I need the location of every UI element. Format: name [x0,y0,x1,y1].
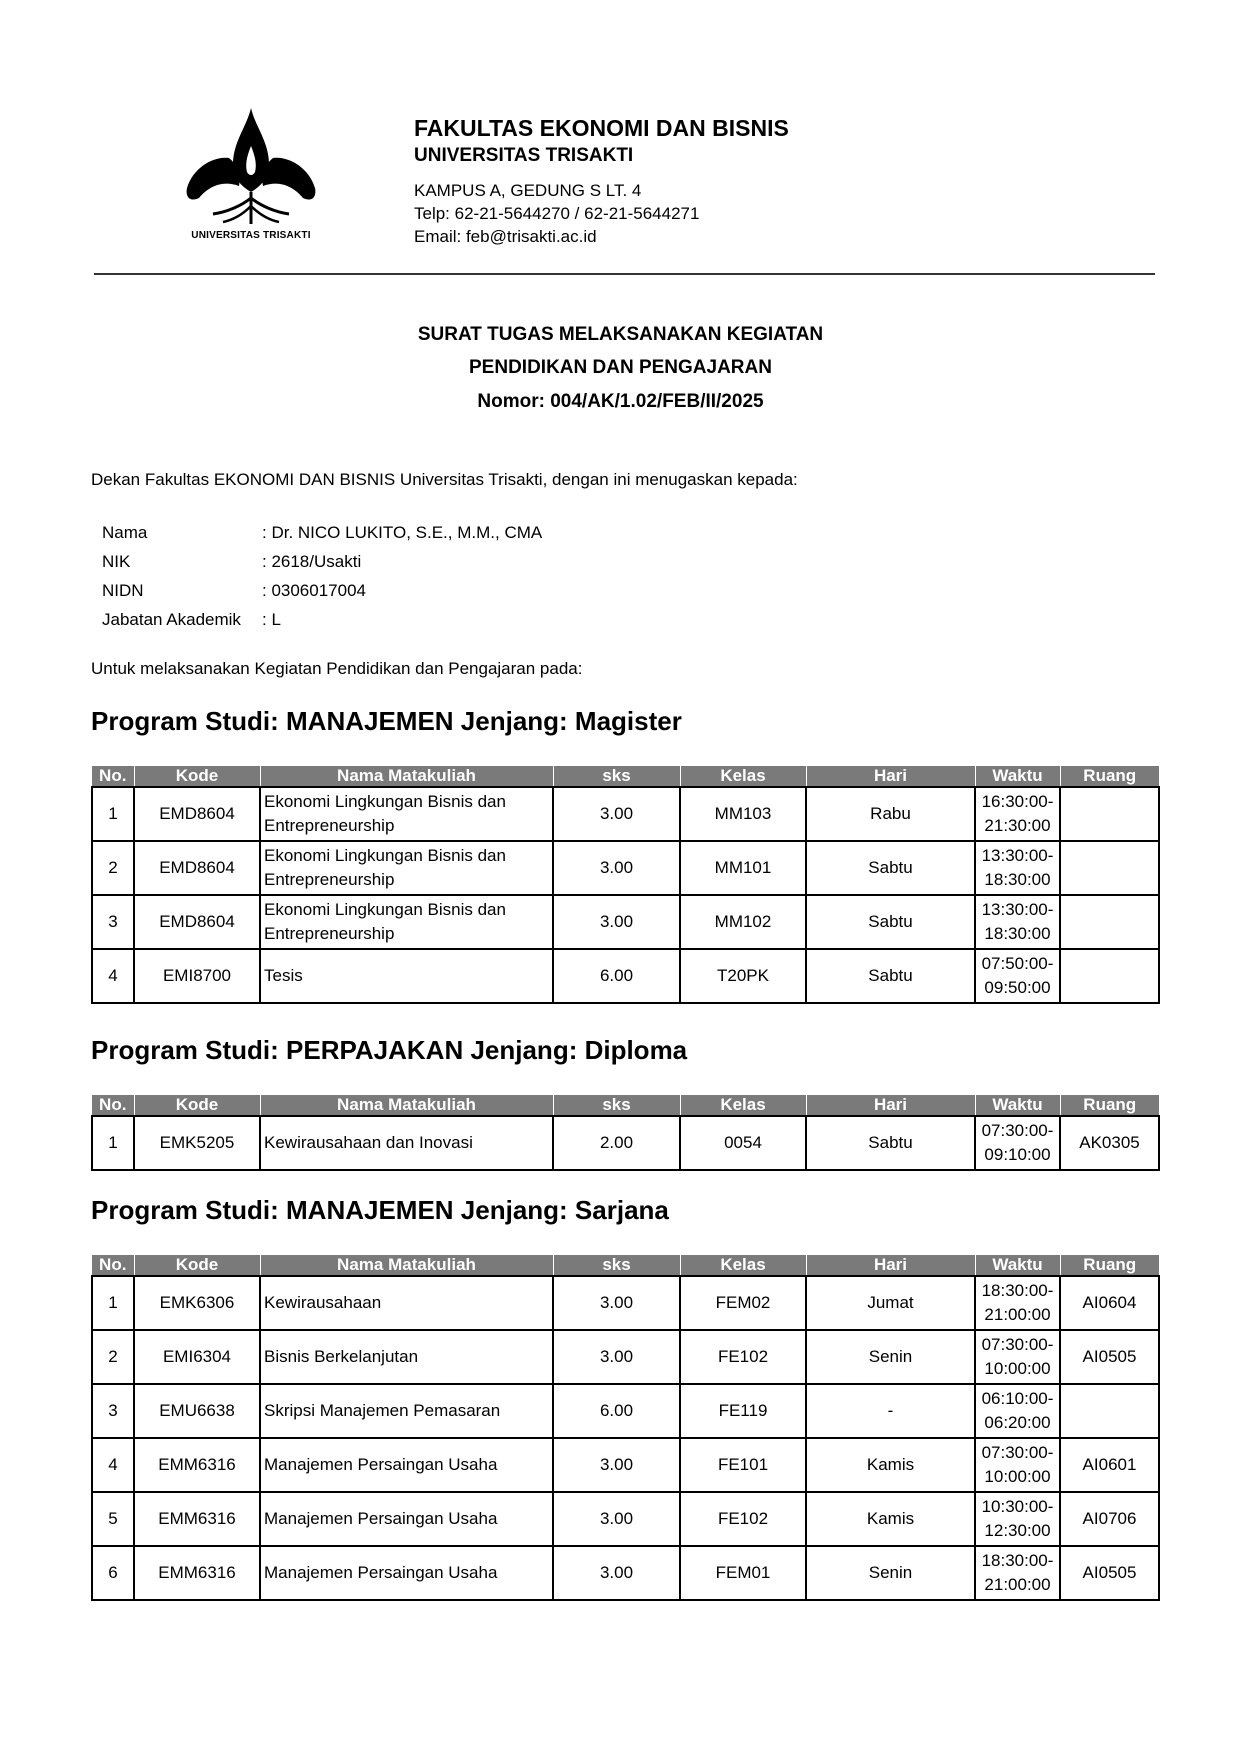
header-divider [94,273,1155,275]
column-header: Waktu [975,1255,1060,1276]
class-code: FE102 [680,1492,806,1546]
course-code: EMK5205 [134,1116,260,1170]
class-code: FEM01 [680,1546,806,1600]
time: 10:30:00-12:30:00 [975,1492,1060,1546]
row-number: 3 [92,1384,134,1438]
class-code: FE101 [680,1438,806,1492]
class-code: T20PK [680,949,806,1003]
column-header: Kelas [680,766,806,787]
time: 13:30:00-18:30:00 [975,895,1060,949]
room [1060,1384,1159,1438]
row-number: 6 [92,1546,134,1600]
letter-title [0,318,1241,415]
time: 18:30:00-21:00:00 [975,1546,1060,1600]
credits: 3.00 [553,1546,680,1600]
day: Jumat [806,1276,975,1330]
course-code: EMD8604 [134,841,260,895]
column-header: Waktu [975,1095,1060,1116]
day: Kamis [806,1492,975,1546]
identity-value: : Dr. NICO LUKITO, S.E., M.M., CMA [262,522,543,542]
course-name: Ekonomi Lingkungan Bisnis dan Entrepreneurship [260,787,553,841]
identity-value: : 2618/Usakti [262,551,362,571]
column-header: No. [92,766,134,787]
course-name: Manajemen Persaingan Usaha [260,1492,553,1546]
table-row [92,1384,1159,1438]
identity-label: Nama [102,522,148,542]
column-header: Ruang [1060,766,1159,787]
course-table [91,1095,1160,1171]
table-header-row [92,1255,1159,1276]
class-code: MM101 [680,841,806,895]
column-header: No. [92,1255,134,1276]
column-header: Nama Matakuliah [260,1095,553,1116]
trisakti-emblem-icon [183,106,319,228]
credits: 3.00 [553,895,680,949]
class-code: 0054 [680,1116,806,1170]
table-header-row [92,766,1159,787]
faculty-name: FAKULTAS EKONOMI DAN BISNIS [414,115,789,141]
room [1060,841,1159,895]
table-row [92,1276,1159,1330]
table-header-row [92,1095,1159,1116]
column-header: Ruang [1060,1255,1159,1276]
university-logo [183,106,319,246]
day: Kamis [806,1438,975,1492]
column-header: Hari [806,1095,975,1116]
credits: 2.00 [553,1116,680,1170]
row-number: 2 [92,1330,134,1384]
purpose-paragraph: Untuk melaksanakan Kegiatan Pendidikan dan Pengajaran pada: [91,659,583,678]
class-code: MM102 [680,895,806,949]
row-number: 1 [92,1116,134,1170]
identity-value: : L [262,609,281,629]
program-heading: Program Studi: MANAJEMEN Jenjang: Sarjana [91,1195,669,1225]
title-line-1: SURAT TUGAS MELAKSANAKAN KEGIATAN [417,324,824,345]
intro-paragraph: Dekan Fakultas EKONOMI DAN BISNIS Universitas Trisakti, dengan ini menugaskan kepada: [91,470,798,489]
identity-row [102,576,542,605]
column-header: sks [553,1255,680,1276]
class-code: FE119 [680,1384,806,1438]
day: Rabu [806,787,975,841]
identity-row [102,547,542,576]
column-header: Ruang [1060,1095,1159,1116]
column-header: sks [553,1095,680,1116]
column-header: Kelas [680,1255,806,1276]
course-code: EMI6304 [134,1330,260,1384]
column-header: sks [553,766,680,787]
time: 07:30:00-09:10:00 [975,1116,1060,1170]
table-row [92,1492,1159,1546]
credits: 6.00 [553,949,680,1003]
program-heading: Program Studi: MANAJEMEN Jenjang: Magister [91,706,682,736]
column-header: Nama Matakuliah [260,1255,553,1276]
table-row [92,1546,1159,1600]
column-header: Kelas [680,1095,806,1116]
credits: 3.00 [553,1330,680,1384]
course-code: EMM6316 [134,1492,260,1546]
credits: 3.00 [553,787,680,841]
time: 07:30:00-10:00:00 [975,1438,1060,1492]
row-number: 3 [92,895,134,949]
logo-caption: UNIVERSITAS TRISAKTI [191,230,311,241]
identity-row [102,605,542,634]
title-line-2: PENDIDIKAN DAN PENGAJARAN [469,357,772,378]
table-row [92,949,1159,1003]
room: AI0505 [1060,1330,1159,1384]
credits: 6.00 [553,1384,680,1438]
day: Sabtu [806,841,975,895]
column-header: Waktu [975,766,1060,787]
course-name: Manajemen Persaingan Usaha [260,1438,553,1492]
column-header: No. [92,1095,134,1116]
table-row [92,895,1159,949]
course-name: Manajemen Persaingan Usaha [260,1546,553,1600]
identity-table [102,518,542,634]
room [1060,787,1159,841]
room: AI0505 [1060,1546,1159,1600]
day: - [806,1384,975,1438]
identity-label: NIDN [102,580,144,600]
table-row [92,1330,1159,1384]
time: 06:10:00-06:20:00 [975,1384,1060,1438]
course-code: EMI8700 [134,949,260,1003]
day: Senin [806,1546,975,1600]
credits: 3.00 [553,1438,680,1492]
course-code: EMU6638 [134,1384,260,1438]
course-name: Skripsi Manajemen Pemasaran [260,1384,553,1438]
row-number: 2 [92,841,134,895]
course-name: Ekonomi Lingkungan Bisnis dan Entrepreneurship [260,841,553,895]
program-heading: Program Studi: PERPAJAKAN Jenjang: Diploma [91,1035,688,1065]
room [1060,895,1159,949]
campus-address: KAMPUS A, GEDUNG S LT. 4 [414,181,642,200]
course-name: Ekonomi Lingkungan Bisnis dan Entrepreneurship [260,895,553,949]
university-name: UNIVERSITAS TRISAKTI [414,145,634,166]
table-row [92,787,1159,841]
class-code: FE102 [680,1330,806,1384]
time: 18:30:00-21:00:00 [975,1276,1060,1330]
letter-number: Nomor: 004/AK/1.02/FEB/II/2025 [477,391,764,412]
email-line: Email: feb@trisakti.ac.id [414,227,597,246]
course-name: Bisnis Berkelanjutan [260,1330,553,1384]
identity-label: NIK [102,551,131,571]
day: Sabtu [806,949,975,1003]
column-header: Hari [806,766,975,787]
course-code: EMM6316 [134,1546,260,1600]
course-name: Tesis [260,949,553,1003]
row-number: 4 [92,949,134,1003]
identity-row [102,518,542,547]
table-row [92,1438,1159,1492]
credits: 3.00 [553,1492,680,1546]
row-number: 1 [92,787,134,841]
column-header: Nama Matakuliah [260,766,553,787]
table-row [92,1116,1159,1170]
time: 13:30:00-18:30:00 [975,841,1060,895]
identity-value: : 0306017004 [262,580,366,600]
course-table [91,1255,1160,1601]
time: 07:30:00-10:00:00 [975,1330,1060,1384]
class-code: FEM02 [680,1276,806,1330]
row-number: 1 [92,1276,134,1330]
letterhead [414,113,789,248]
day: Sabtu [806,895,975,949]
course-table [91,766,1160,1004]
room [1060,949,1159,1003]
time: 16:30:00-21:30:00 [975,787,1060,841]
room: AK0305 [1060,1116,1159,1170]
credits: 3.00 [553,1276,680,1330]
column-header: Kode [134,766,260,787]
column-header: Kode [134,1095,260,1116]
time: 07:50:00-09:50:00 [975,949,1060,1003]
course-name: Kewirausahaan dan Inovasi [260,1116,553,1170]
table-row [92,841,1159,895]
course-code: EMM6316 [134,1438,260,1492]
room: AI0604 [1060,1276,1159,1330]
course-code: EMD8604 [134,787,260,841]
row-number: 4 [92,1438,134,1492]
identity-label: Jabatan Akademik [102,609,241,629]
column-header: Hari [806,1255,975,1276]
day: Senin [806,1330,975,1384]
course-name: Kewirausahaan [260,1276,553,1330]
course-code: EMK6306 [134,1276,260,1330]
room: AI0601 [1060,1438,1159,1492]
phone-line: Telp: 62-21-5644270 / 62-21-5644271 [414,204,700,223]
class-code: MM103 [680,787,806,841]
course-code: EMD8604 [134,895,260,949]
day: Sabtu [806,1116,975,1170]
row-number: 5 [92,1492,134,1546]
room: AI0706 [1060,1492,1159,1546]
column-header: Kode [134,1255,260,1276]
credits: 3.00 [553,841,680,895]
